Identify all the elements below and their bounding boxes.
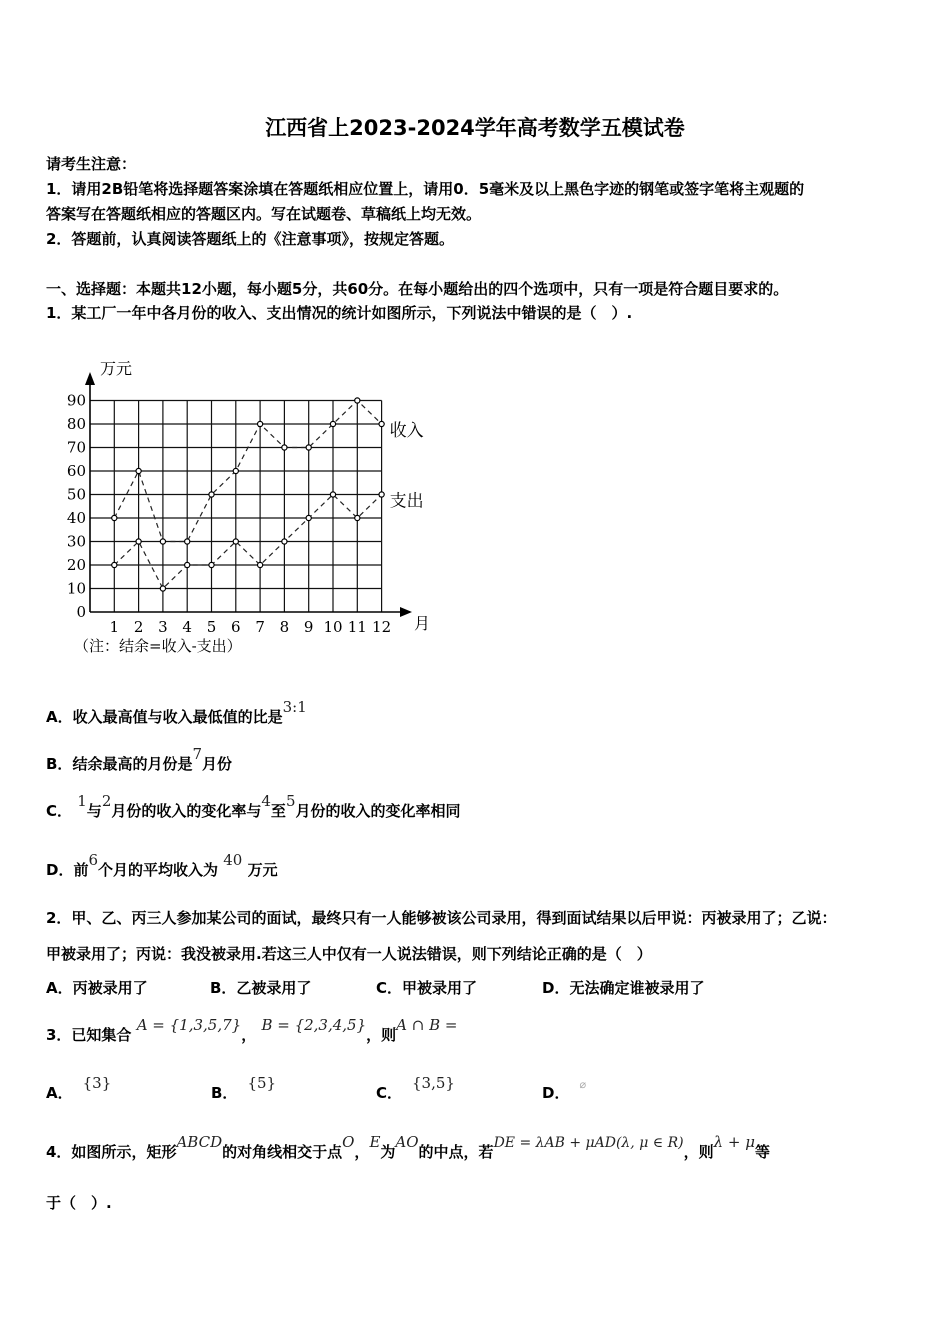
data-point bbox=[233, 468, 238, 473]
y-tick-label: 90 bbox=[66, 391, 86, 410]
data-point bbox=[282, 445, 287, 450]
x-tick-label: 3 bbox=[158, 618, 168, 636]
data-point bbox=[185, 562, 190, 567]
x-tick-label: 4 bbox=[182, 618, 192, 636]
data-point bbox=[185, 539, 190, 544]
q2-option-d[interactable]: D．无法确定谁被录用了 bbox=[542, 979, 705, 997]
data-point bbox=[282, 539, 287, 544]
x-tick-label: 7 bbox=[255, 618, 265, 636]
question-3-stem: 3．已知集合 A = {1,3,5,7}， B = {2,3,4,5}，则A ∩ B = bbox=[46, 1016, 458, 1044]
data-point bbox=[330, 492, 335, 497]
x-tick-label: 9 bbox=[303, 618, 314, 636]
y-tick-label: 60 bbox=[66, 462, 86, 480]
page-title: 江西省上2023-2024学年高考数学五模试卷 bbox=[265, 116, 685, 140]
q3-option-d[interactable]: D． ⌀ bbox=[542, 1078, 587, 1102]
x-tick-label: 10 bbox=[323, 618, 343, 636]
y-tick-label: 40 bbox=[66, 509, 86, 527]
chart-grid bbox=[90, 401, 382, 613]
question-2-line-2: 甲被录用了；丙说：我没被录用.若这三人中仅有一人说法错误，则下列结论正确的是（ ） bbox=[46, 945, 652, 963]
data-point bbox=[258, 421, 263, 426]
notice-heading: 请考生注意： bbox=[46, 155, 137, 173]
q2-option-c[interactable]: C．甲被录用了 bbox=[376, 979, 478, 997]
y-tick-label: 0 bbox=[76, 603, 86, 621]
question-4-stem: 4．如图所示，矩形ABCD的对角线相交于点O，E为AO的中点，若DE = λAB + μAD(λ, μ ∈ R)，则λ + μ等 bbox=[46, 1133, 770, 1161]
q1-option-d[interactable]: D．前6个月的平均收入为 40 万元 bbox=[46, 851, 278, 879]
data-point bbox=[112, 515, 117, 520]
y-tick-label: 50 bbox=[66, 485, 86, 504]
data-point bbox=[355, 515, 360, 520]
q1-option-a[interactable]: A．收入最高值与收入最低值的比是3:1 bbox=[46, 698, 307, 726]
data-point bbox=[355, 398, 360, 403]
series-label: 收入 bbox=[389, 421, 424, 441]
data-point bbox=[136, 539, 141, 544]
data-point bbox=[112, 562, 117, 567]
x-tick-label: 6 bbox=[231, 618, 241, 636]
data-point bbox=[136, 468, 141, 473]
x-tick-label: 8 bbox=[279, 618, 290, 636]
y-tick-label: 70 bbox=[66, 438, 86, 457]
data-point bbox=[306, 515, 311, 520]
y-tick-label: 80 bbox=[66, 415, 86, 433]
q3-option-b[interactable]: B．{5} bbox=[211, 1074, 277, 1102]
question-2-line-1: 2．甲、乙、丙三人参加某公司的面试，最终只有一人能够被该公司录用，得到面试结果以后甲说：丙被录用了；乙说： bbox=[46, 909, 837, 927]
y-tick-label: 10 bbox=[66, 579, 86, 598]
notice-line-2: 答案写在答题纸相应的答题区内。写在试题卷、草稿纸上均无效。 bbox=[46, 205, 482, 223]
chart-note: （注：结余=收入-支出） bbox=[74, 637, 242, 655]
x-tick-labels bbox=[110, 618, 392, 636]
data-point bbox=[258, 562, 263, 567]
x-tick-label: 2 bbox=[133, 618, 144, 636]
data-point bbox=[160, 539, 165, 544]
x-tick-label: 5 bbox=[206, 618, 217, 636]
x-tick-label: 1 bbox=[109, 618, 120, 636]
y-tick-label: 30 bbox=[66, 532, 86, 551]
y-tick-labels bbox=[67, 392, 86, 622]
q3-option-a[interactable]: A．{3} bbox=[46, 1074, 112, 1102]
y-tick-label: 20 bbox=[66, 556, 86, 574]
x-tick-label: 12 bbox=[372, 618, 392, 636]
data-point bbox=[379, 492, 384, 497]
q1-option-b[interactable]: B．结余最高的月份是7月份 bbox=[46, 745, 233, 773]
q2-option-b[interactable]: B．乙被录用了 bbox=[210, 979, 312, 997]
q3-option-c[interactable]: C．{3,5} bbox=[376, 1074, 455, 1102]
section-heading: 一、选择题：本题共12小题，每小题5分，共60分。在每小题给出的四个选项中，只有一项是符合题目要求的。 bbox=[46, 280, 789, 298]
y-axis-arrow bbox=[85, 372, 95, 385]
data-point bbox=[306, 445, 311, 450]
data-point bbox=[160, 586, 165, 591]
data-point bbox=[209, 492, 214, 497]
y-axis-label: 万元 bbox=[100, 359, 133, 378]
data-point bbox=[379, 421, 384, 426]
x-axis-label: 月 bbox=[414, 614, 431, 633]
series-label: 支出 bbox=[389, 491, 424, 512]
notice-line-1: 1．请用2B铅笔将选择题答案涂填在答题纸相应位置上，请用0．5毫米及以上黑色字迹的钢笔或签字笔将主观题的 bbox=[46, 180, 805, 198]
question-4-stem-cont: 于（ ）. bbox=[46, 1194, 112, 1212]
income-expense-line-chart bbox=[60, 352, 440, 662]
data-point bbox=[330, 421, 335, 426]
notice-line-3: 2．答题前，认真阅读答题纸上的《注意事项》，按规定答题。 bbox=[46, 230, 454, 248]
q2-option-a[interactable]: A．丙被录用了 bbox=[46, 979, 148, 997]
q1-option-c[interactable]: C． 1与2月份的收入的变化率与4至5月份的收入的变化率相同 bbox=[46, 792, 461, 820]
x-axis-arrow bbox=[400, 607, 412, 617]
data-point bbox=[209, 562, 214, 567]
question-1-stem: 1．某工厂一年中各月份的收入、支出情况的统计如图所示，下列说法中错误的是（ ）. bbox=[46, 304, 633, 322]
data-point bbox=[233, 539, 238, 544]
x-tick-label: 11 bbox=[347, 618, 367, 636]
